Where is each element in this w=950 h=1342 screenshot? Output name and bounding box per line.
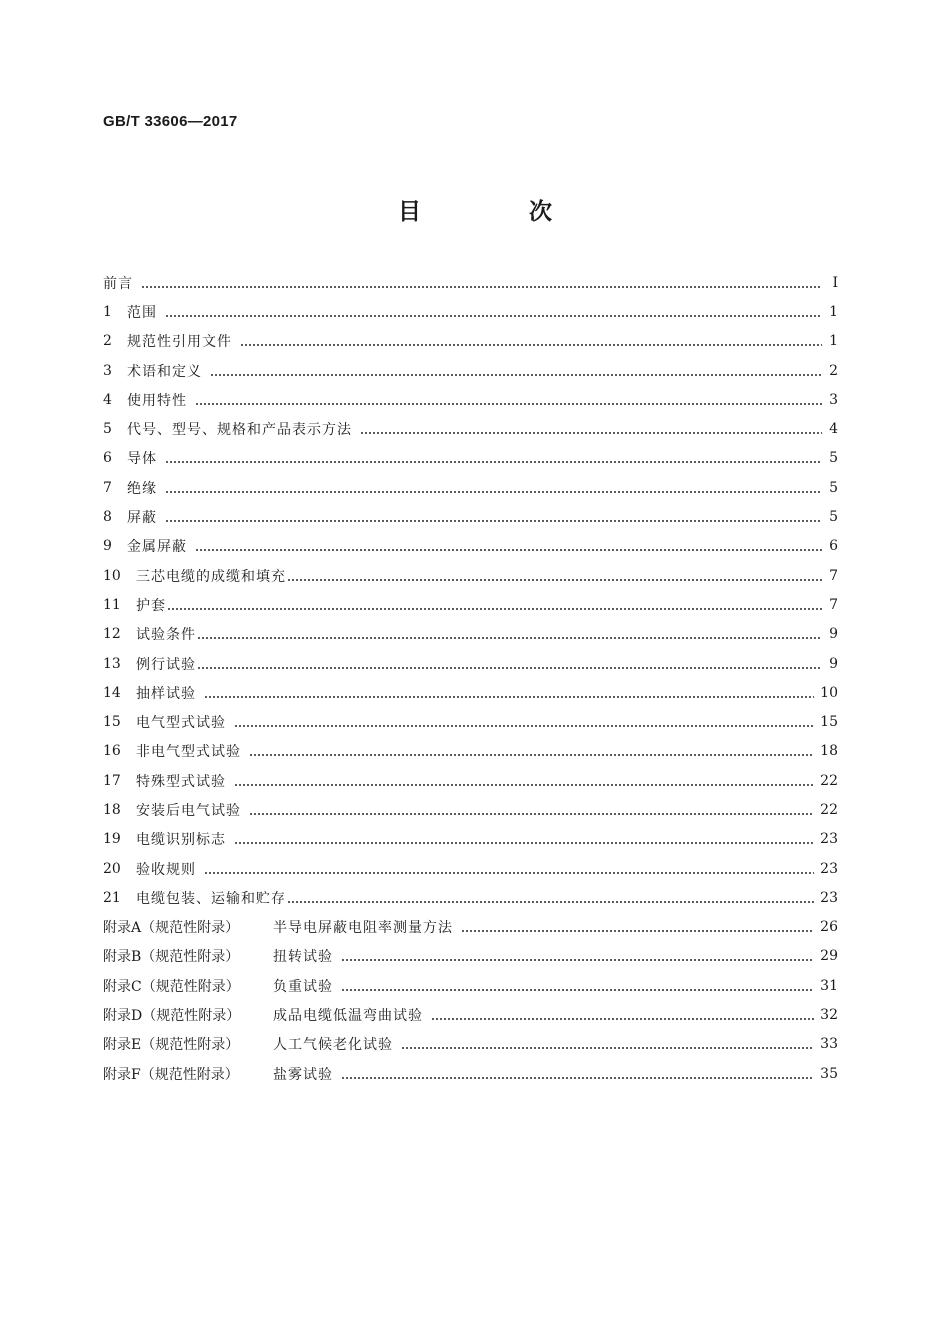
toc-dot-leader xyxy=(197,667,822,669)
toc-entry[interactable] xyxy=(103,327,838,356)
toc-entry[interactable] xyxy=(103,971,838,1000)
toc-dot-leader xyxy=(461,930,814,932)
toc-entry-number: 17 xyxy=(103,772,121,789)
toc-entry-title: 屏蔽 xyxy=(127,510,157,527)
toc-entry-title: 人工气候老化试验 xyxy=(273,1037,393,1054)
toc-entry-title: 电缆识别标志 xyxy=(136,832,226,849)
toc-entry[interactable] xyxy=(103,883,838,912)
toc-entry-number: 附录A（规范性附录） xyxy=(103,920,240,937)
toc-entry-label xyxy=(103,302,157,322)
toc-entry[interactable] xyxy=(103,1030,838,1059)
toc-entry-number: 12 xyxy=(103,626,121,643)
toc-entry-page: 31 xyxy=(820,977,838,994)
toc-entry-number: 2 xyxy=(103,333,112,350)
toc-entry[interactable] xyxy=(103,1059,838,1088)
toc-entry-number: 21 xyxy=(103,889,121,906)
toc-dot-leader xyxy=(234,784,814,786)
toc-entry-title: 非电气型式试验 xyxy=(136,744,241,761)
toc-entry-label xyxy=(103,507,157,527)
toc-entry-number: 3 xyxy=(103,362,112,379)
toc-entry-label xyxy=(103,800,241,820)
toc-dot-leader xyxy=(167,608,822,610)
toc-entry-title: 抽样试验 xyxy=(136,685,196,702)
toc-dot-leader xyxy=(240,344,822,346)
toc-entry-title: 半导电屏蔽电阻率测量方法 xyxy=(273,920,453,937)
toc-dot-leader xyxy=(195,403,822,405)
toc-entry-number: 附录D（规范性附录） xyxy=(103,1008,241,1025)
toc-entry-title: 绝缘 xyxy=(127,480,157,497)
toc-dot-leader xyxy=(165,520,822,522)
toc-entry[interactable] xyxy=(103,678,838,707)
toc-entry-number: 1 xyxy=(103,303,112,320)
toc-entry-number: 附录E（规范性附录） xyxy=(103,1037,240,1054)
toc-entry-page: 15 xyxy=(820,714,838,731)
toc-entry-label xyxy=(103,419,352,439)
toc-entry-page: 5 xyxy=(829,450,838,467)
toc-dot-leader xyxy=(165,491,822,493)
toc-entry-number: 4 xyxy=(103,391,112,408)
toc-entry-page: 4 xyxy=(829,421,838,438)
toc-entry-number: 5 xyxy=(103,421,112,438)
toc-entry-page: 35 xyxy=(820,1065,838,1082)
toc-dot-leader xyxy=(341,989,814,991)
toc-entry-label xyxy=(103,624,196,644)
toc-dot-leader xyxy=(287,579,822,581)
toc-entry-page: 32 xyxy=(820,1007,838,1024)
toc-entry[interactable] xyxy=(103,385,838,414)
toc-entry[interactable] xyxy=(103,473,838,502)
toc-entry-title: 护套 xyxy=(136,597,166,614)
toc-entry[interactable] xyxy=(103,825,838,854)
toc-entry-page: 5 xyxy=(829,509,838,526)
toc-entry-page: 22 xyxy=(820,772,838,789)
toc-entry-page: 22 xyxy=(820,801,838,818)
toc-dot-leader xyxy=(249,754,814,756)
toc-entry-page: 10 xyxy=(820,684,838,701)
toc-entry-number: 7 xyxy=(103,479,112,496)
toc-entry-number: 14 xyxy=(103,684,121,701)
toc-entry-page: 1 xyxy=(829,303,838,320)
toc-entry-label xyxy=(103,566,286,586)
toc-entry-page: 33 xyxy=(820,1036,838,1053)
toc-entry-label xyxy=(103,741,241,761)
toc-dot-leader xyxy=(165,315,822,317)
toc-entry-page: 5 xyxy=(829,479,838,496)
toc-dot-leader xyxy=(287,901,814,903)
toc-entry-title: 试验条件 xyxy=(136,627,196,644)
toc-dot-leader xyxy=(360,432,822,434)
toc-entry[interactable] xyxy=(103,620,838,649)
toc-entry-number: 16 xyxy=(103,743,121,760)
toc-entry-title: 前言 xyxy=(103,275,133,292)
toc-entry-page: 26 xyxy=(820,919,838,936)
toc-entry-number: 11 xyxy=(103,596,121,613)
toc-entry-title: 电缆包装、运输和贮存 xyxy=(136,890,286,907)
toc-entry-label xyxy=(103,946,333,966)
toc-entry[interactable] xyxy=(103,590,838,619)
toc-entry[interactable] xyxy=(103,766,838,795)
toc-entry[interactable] xyxy=(103,1000,838,1029)
toc-entry-page: 23 xyxy=(820,831,838,848)
toc-entry-title: 范围 xyxy=(127,304,157,321)
toc-entry-label xyxy=(103,1064,333,1084)
toc-entry-title: 验收规则 xyxy=(136,861,196,878)
toc-entry-label xyxy=(103,888,286,908)
toc-entry-title: 使用特性 xyxy=(127,392,187,409)
toc-entry-number: 附录F（规范性附录） xyxy=(103,1066,239,1083)
toc-entry-page: 2 xyxy=(829,362,838,379)
toc-entry[interactable] xyxy=(103,795,838,824)
toc-entry-page: 9 xyxy=(829,626,838,643)
toc-entry[interactable] xyxy=(103,707,838,736)
toc-dot-leader xyxy=(234,725,814,727)
toc-entry-label xyxy=(103,829,226,849)
toc-entry-label xyxy=(103,654,196,674)
toc-entry-label xyxy=(103,976,333,996)
toc-entry-title: 术语和定义 xyxy=(127,363,202,380)
toc-dot-leader xyxy=(249,813,814,815)
toc-entry-page: 23 xyxy=(820,889,838,906)
table-of-contents xyxy=(103,268,838,1088)
toc-dot-leader xyxy=(165,461,822,463)
toc-entry-label xyxy=(103,712,226,732)
toc-entry-page: 7 xyxy=(829,567,838,584)
toc-entry-page: 3 xyxy=(829,391,838,408)
toc-entry[interactable] xyxy=(103,414,838,443)
toc-dot-leader xyxy=(195,549,822,551)
toc-title: 目 次 xyxy=(397,199,602,225)
toc-entry-label xyxy=(103,361,202,381)
toc-entry-title: 扭转试验 xyxy=(273,949,333,966)
toc-entry-label xyxy=(103,771,226,791)
toc-entry-label xyxy=(103,683,196,703)
toc-entry-title: 盐雾试验 xyxy=(273,1066,333,1083)
toc-entry[interactable] xyxy=(103,737,838,766)
toc-entry[interactable] xyxy=(103,561,838,590)
toc-entry-label xyxy=(103,478,157,498)
toc-entry-page: 18 xyxy=(820,743,838,760)
toc-entry-number: 20 xyxy=(103,860,121,877)
toc-entry-title: 导体 xyxy=(127,451,157,468)
toc-entry[interactable] xyxy=(103,502,838,531)
toc-entry-title: 代号、型号、规格和产品表示方法 xyxy=(127,422,352,439)
toc-dot-leader xyxy=(210,374,822,376)
toc-entry-label xyxy=(103,331,232,351)
toc-entry-label xyxy=(103,595,166,615)
toc-entry-label xyxy=(103,536,187,556)
toc-entry-title: 成品电缆低温弯曲试验 xyxy=(273,1008,423,1025)
toc-dot-leader xyxy=(341,959,814,961)
toc-entry-page: 29 xyxy=(820,948,838,965)
toc-entry-label xyxy=(103,273,133,293)
toc-entry-label xyxy=(103,1034,393,1054)
toc-entry-label xyxy=(103,390,187,410)
toc-entry-number: 8 xyxy=(103,509,112,526)
toc-entry-number: 附录B（规范性附录） xyxy=(103,949,240,966)
toc-entry-label xyxy=(103,859,196,879)
toc-entry-label xyxy=(103,448,157,468)
toc-entry-number: 9 xyxy=(103,538,112,555)
toc-entry-title: 负重试验 xyxy=(273,978,333,995)
toc-entry-title: 三芯电缆的成缆和填充 xyxy=(136,568,286,585)
toc-entry[interactable] xyxy=(103,297,838,326)
toc-entry[interactable] xyxy=(103,444,838,473)
toc-entry[interactable] xyxy=(103,913,838,942)
toc-entry-number: 13 xyxy=(103,655,121,672)
toc-dot-leader xyxy=(141,286,822,288)
toc-dot-leader xyxy=(197,637,822,639)
toc-entry-title: 规范性引用文件 xyxy=(127,334,232,351)
toc-entry-page: Ⅰ xyxy=(832,274,838,291)
toc-entry-page: 1 xyxy=(829,333,838,350)
toc-dot-leader xyxy=(234,842,814,844)
toc-entry-number: 10 xyxy=(103,567,121,584)
toc-dot-leader xyxy=(204,696,814,698)
toc-dot-leader xyxy=(341,1077,814,1079)
toc-entry-number: 6 xyxy=(103,450,112,467)
standard-code: GB/T 33606—2017 xyxy=(103,113,238,130)
toc-entry[interactable] xyxy=(103,854,838,883)
toc-entry-number: 附录C（规范性附录） xyxy=(103,978,240,995)
toc-entry-label xyxy=(103,1005,423,1025)
toc-dot-leader xyxy=(431,1018,814,1020)
toc-entry[interactable] xyxy=(103,356,838,385)
toc-entry-label xyxy=(103,917,453,937)
toc-entry-title: 安装后电气试验 xyxy=(136,802,241,819)
toc-entry-number: 15 xyxy=(103,714,121,731)
toc-dot-leader xyxy=(401,1047,814,1049)
toc-entry-title: 电气型式试验 xyxy=(136,715,226,732)
toc-entry-title: 例行试验 xyxy=(136,656,196,673)
toc-entry-number: 19 xyxy=(103,831,121,848)
toc-entry-number: 18 xyxy=(103,801,121,818)
toc-entry-title: 金属屏蔽 xyxy=(127,539,187,556)
toc-entry[interactable] xyxy=(103,649,838,678)
toc-dot-leader xyxy=(204,872,814,874)
toc-entry[interactable] xyxy=(103,268,838,297)
toc-entry-page: 23 xyxy=(820,860,838,877)
toc-entry-page: 6 xyxy=(829,538,838,555)
toc-entry-title: 特殊型式试验 xyxy=(136,773,226,790)
toc-entry-page: 7 xyxy=(829,596,838,613)
toc-entry-page: 9 xyxy=(829,655,838,672)
toc-entry[interactable] xyxy=(103,532,838,561)
toc-entry[interactable] xyxy=(103,942,838,971)
